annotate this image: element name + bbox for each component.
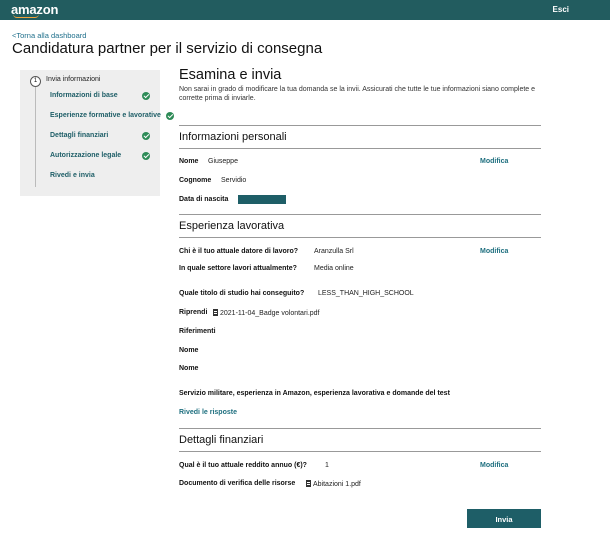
divider — [179, 451, 541, 452]
income-value: 1 — [325, 462, 329, 469]
file-icon — [213, 309, 218, 316]
resume-file-name: 2021-11-04_Badge volontari.pdf — [220, 310, 320, 317]
check-circle-icon — [142, 92, 150, 100]
asset-document-file[interactable] — [306, 480, 361, 488]
sidebar-item-informazioni-di-base[interactable]: Informazioni di base — [50, 92, 118, 99]
divider — [179, 148, 541, 149]
review-title: Esamina e invia — [179, 67, 282, 83]
sidebar-item-dettagli-finanziari[interactable]: Dettagli finanziari — [50, 132, 109, 139]
employer-label: Chi è il tuo attuale datore di lavoro? — [179, 248, 299, 255]
sector-label: In quale settore lavori attualmente? — [179, 265, 297, 272]
section-title-work: Esperienza lavorativa — [179, 220, 285, 232]
asset-document-file-name: Abitazioni 1.pdf — [313, 481, 361, 488]
last-name-label: Cognome — [179, 177, 212, 184]
amazon-logo[interactable]: amazon — [11, 2, 59, 17]
page-title: Candidatura partner per il servizio di consegna — [12, 40, 323, 57]
exit-button[interactable]: Esci — [552, 5, 569, 14]
divider — [179, 428, 541, 429]
section-title-personal: Informazioni personali — [179, 131, 287, 143]
reference-name-label: Nome — [179, 347, 199, 354]
step-connector-line — [35, 87, 36, 187]
last-name-value: Servidio — [221, 177, 247, 184]
first-name-label: Nome — [179, 158, 199, 165]
step-title: Invia informazioni — [46, 76, 101, 83]
first-name-value: Giuseppe — [208, 158, 238, 165]
sidebar-item-rivedi-e-invia[interactable]: Rivedi e invia — [50, 172, 95, 179]
file-icon — [306, 480, 311, 487]
asset-document-label: Documento di verifica delle risorse — [179, 480, 296, 487]
dob-label: Data di nascita — [179, 196, 229, 203]
step-number-badge: 1 — [30, 76, 41, 87]
section-title-financial: Dettagli finanziari — [179, 434, 264, 446]
back-to-dashboard-link[interactable]: <Torna alla dashboard — [12, 31, 87, 40]
divider — [179, 214, 541, 215]
references-label: Riferimenti — [179, 328, 216, 335]
check-circle-icon — [166, 112, 174, 120]
resume-file[interactable] — [213, 309, 320, 317]
amazon-smile-icon — [13, 14, 39, 18]
edit-work-button[interactable]: Modifica — [480, 248, 509, 255]
divider — [179, 237, 541, 238]
submit-button[interactable]: Invia — [467, 509, 541, 528]
resume-label: Riprendi — [179, 309, 208, 316]
edit-personal-button[interactable]: Modifica — [480, 158, 509, 165]
check-circle-icon — [142, 132, 150, 140]
reference-name-label: Nome — [179, 365, 199, 372]
review-answers-link[interactable]: Rivedi le risposte — [179, 409, 237, 416]
check-circle-icon — [142, 152, 150, 160]
sector-value: Media online — [314, 265, 354, 272]
edit-financial-button[interactable]: Modifica — [480, 462, 509, 469]
sidebar — [20, 70, 160, 196]
review-intro: Non sarai in grado di modificare la tua domanda se la invii. Assicurati che tutte le tue informazioni siano complete e corrette prima di inviarle. — [179, 86, 536, 102]
top-bar — [0, 0, 610, 20]
redacted-dob — [238, 195, 286, 204]
sidebar-item-esperienze[interactable]: Esperienze formative e lavorative — [50, 112, 161, 119]
military-experience-label: Servizio militare, esperienza in Amazon, esperienza lavorativa e domande del test — [179, 390, 450, 397]
education-label: Quale titolo di studio hai conseguito? — [179, 290, 305, 297]
sidebar-item-autorizzazione-legale[interactable]: Autorizzazione legale — [50, 152, 122, 159]
employer-value: Aranzulla Srl — [314, 248, 354, 255]
divider — [179, 125, 541, 126]
education-value: LESS_THAN_HIGH_SCHOOL — [318, 290, 414, 297]
income-label: Qual è il tuo attuale reddito annuo (€)? — [179, 462, 307, 469]
